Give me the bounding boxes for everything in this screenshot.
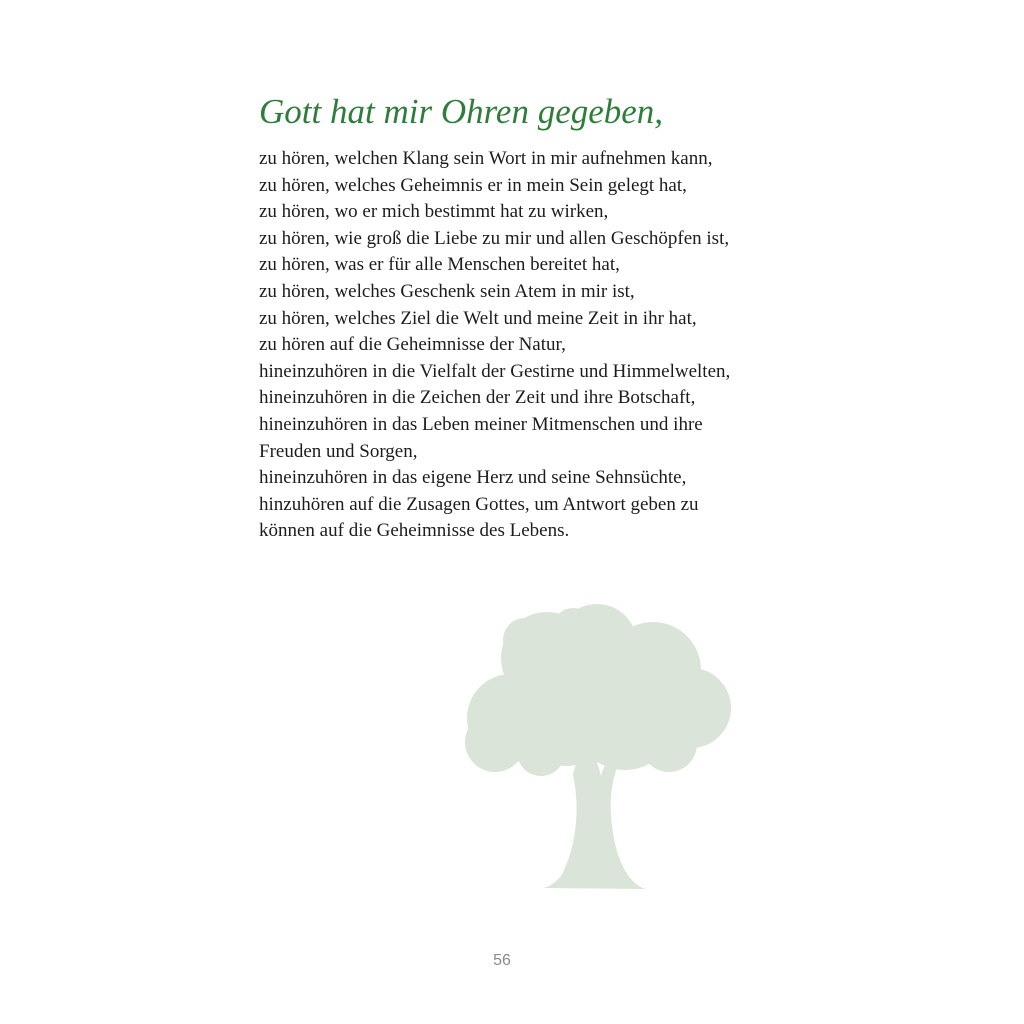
poem-line: hineinzuhören in die Vielfalt der Gestirne und Himmelwelten, bbox=[259, 360, 731, 382]
poem-line: zu hören auf die Geheimnisse der Natur, bbox=[259, 334, 566, 356]
poem-line: zu hören, welches Ziel die Welt und meine Zeit in ihr hat, bbox=[259, 307, 697, 329]
page-number: 56 bbox=[493, 952, 511, 969]
poem-line: hineinzuhören in die Zeichen der Zeit und ihre Botschaft, bbox=[259, 387, 696, 409]
poem-body bbox=[259, 146, 730, 545]
poem-line: zu hören, wie groß die Liebe zu mir und allen Geschöpfen ist, bbox=[259, 227, 730, 249]
tree-illustration bbox=[455, 600, 735, 892]
poem-line: Freuden und Sorgen, bbox=[259, 440, 418, 462]
poem-line: zu hören, welches Geheimnis er in mein Sein gelegt hat, bbox=[259, 174, 687, 196]
poem-line: zu hören, wo er mich bestimmt hat zu wirken, bbox=[259, 201, 609, 223]
poem-line: zu hören, welches Geschenk sein Atem in mir ist, bbox=[259, 280, 635, 302]
poem-line: hineinzuhören in das Leben meiner Mitmenschen und ihre bbox=[259, 413, 703, 435]
poem-line: hineinzuhören in das eigene Herz und seine Sehnsüchte, bbox=[259, 467, 687, 489]
poem-title: Gott hat mir Ohren gegeben, bbox=[259, 92, 664, 131]
poem-line: können auf die Geheimnisse des Lebens. bbox=[259, 520, 570, 542]
poem-line: hinzuhören auf die Zusagen Gottes, um Antwort geben zu bbox=[259, 493, 699, 515]
poem-line: zu hören, was er für alle Menschen bereitet hat, bbox=[259, 254, 620, 276]
poem-line: zu hören, welchen Klang sein Wort in mir aufnehmen kann, bbox=[259, 148, 713, 169]
